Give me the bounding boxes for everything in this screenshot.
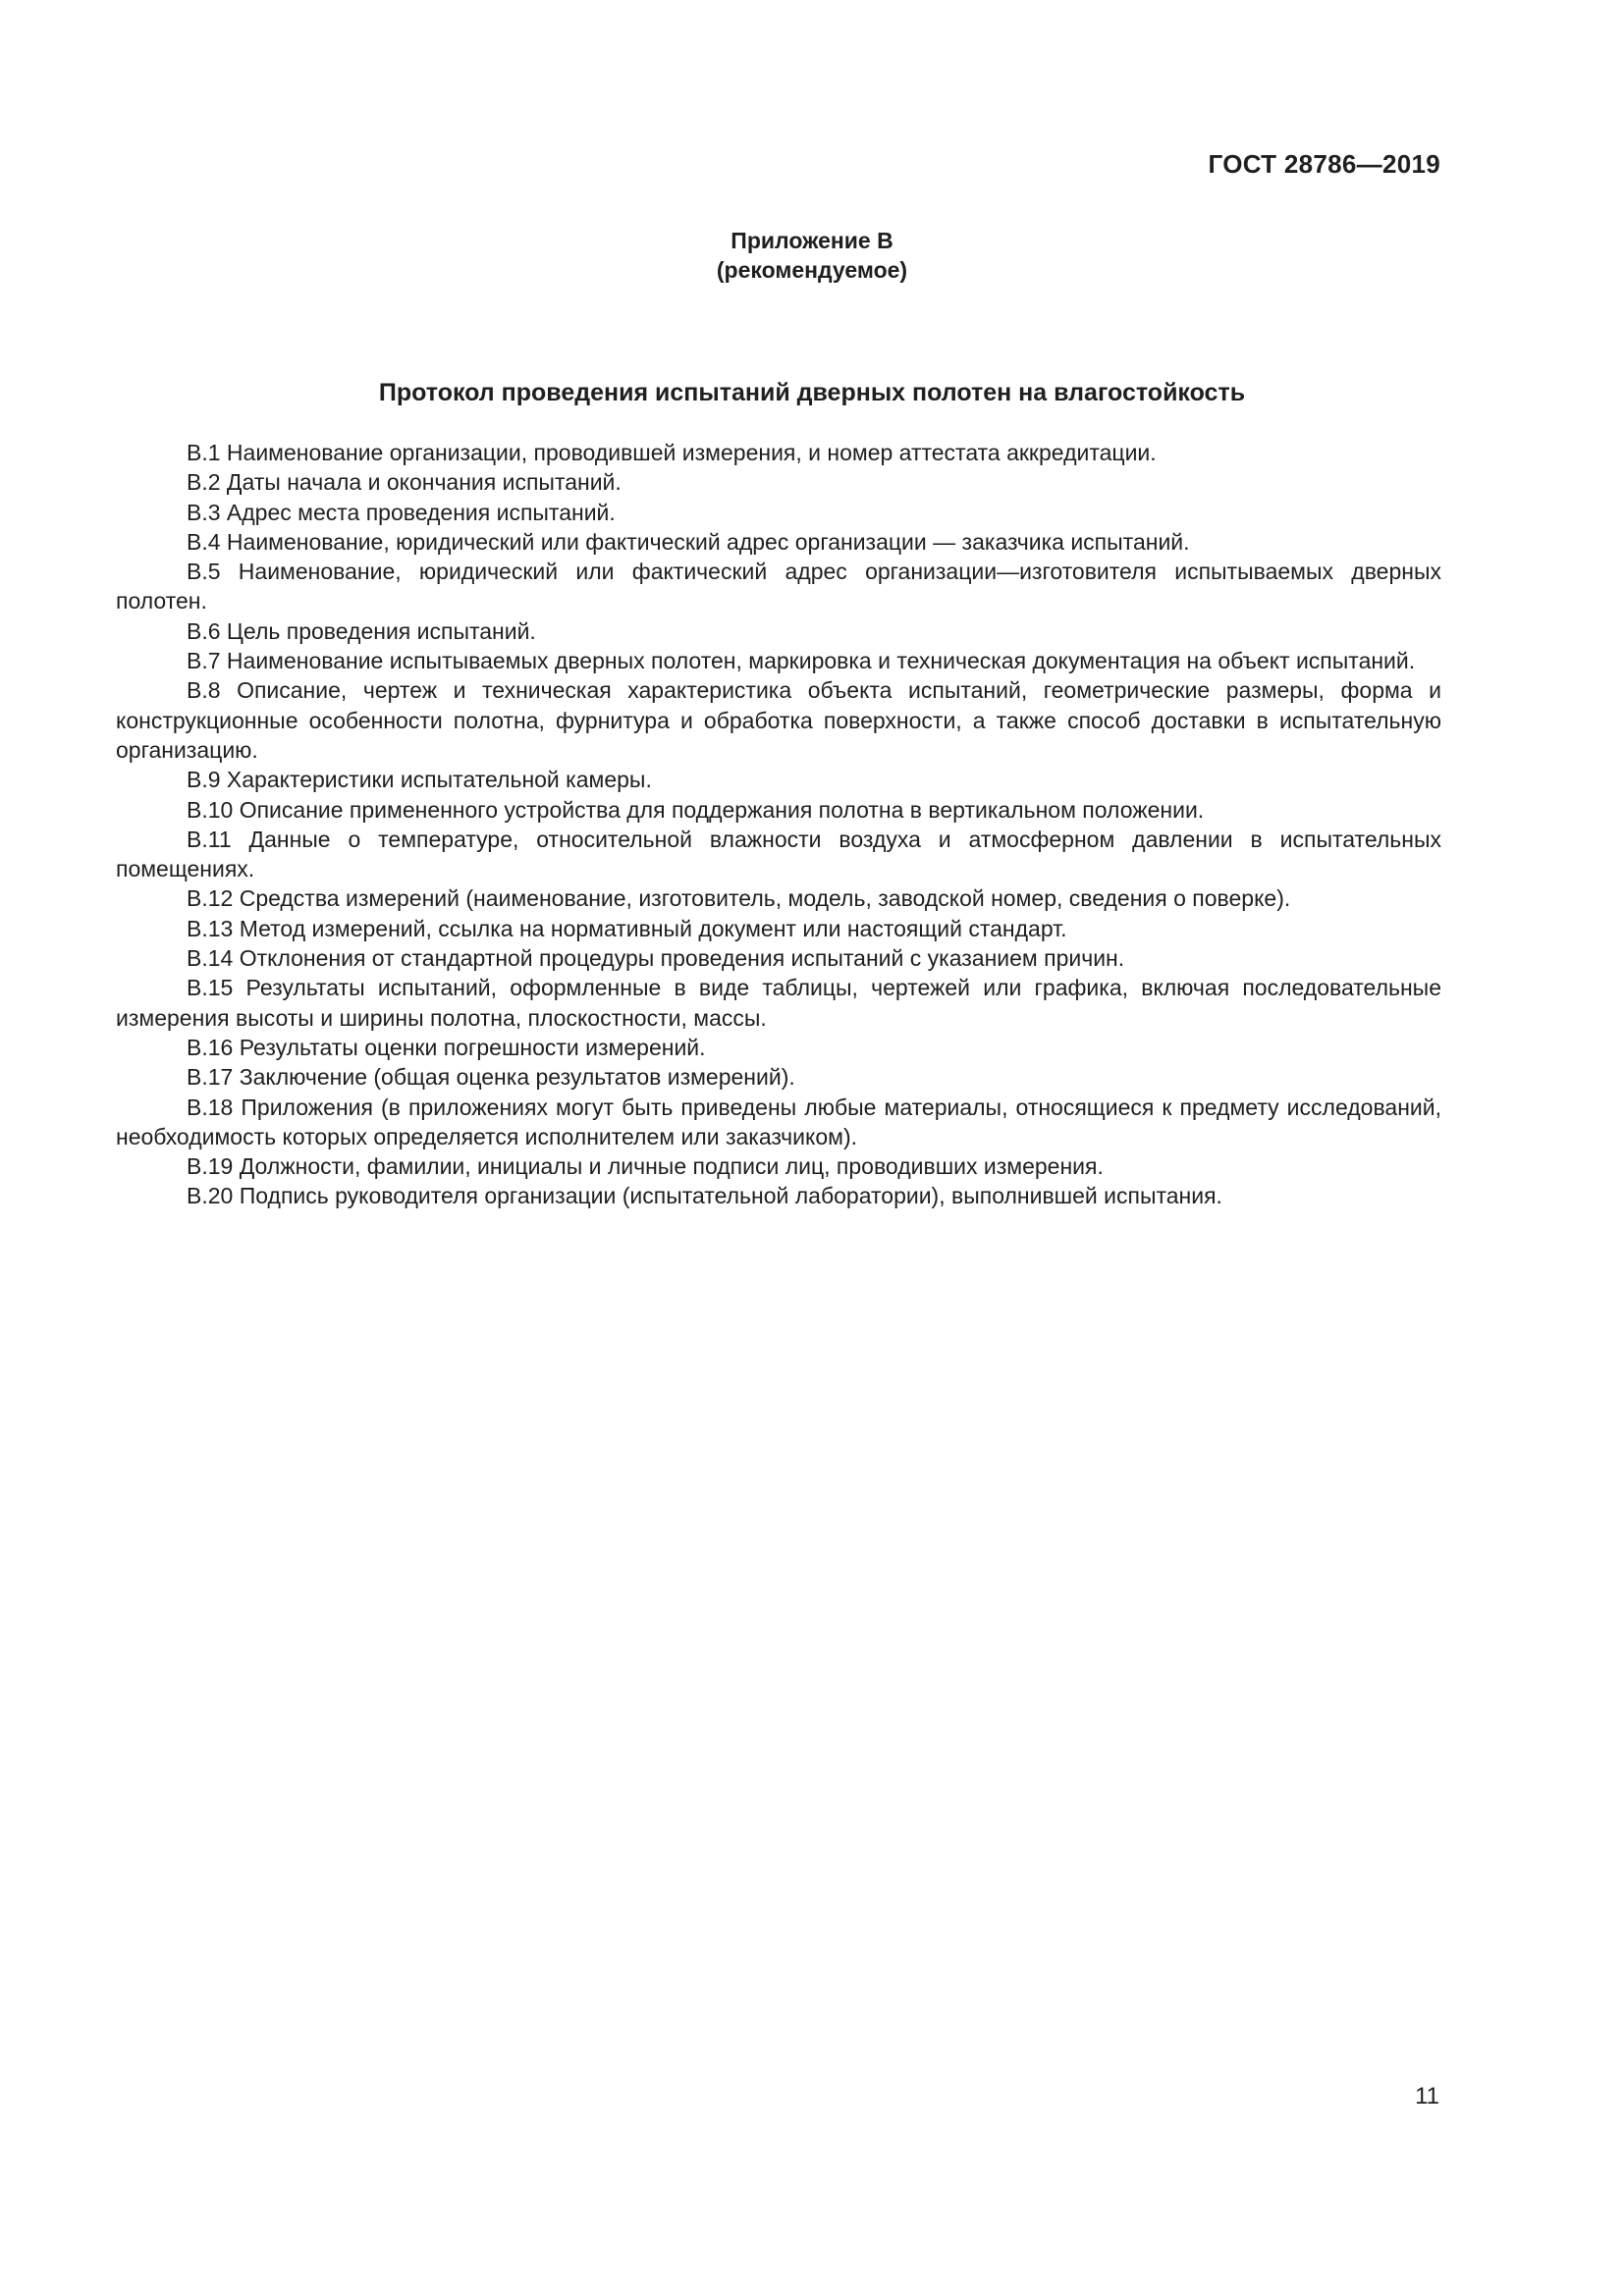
protocol-items-list	[116, 438, 1441, 1211]
list-item: В.4 Наименование, юридический или фактический адрес организации — заказчика испытаний.	[187, 528, 1190, 555]
annex-status: (рекомендуемое)	[716, 257, 908, 283]
list-item: В.6 Цель проведения испытаний.	[187, 617, 536, 644]
list-item: В.11 Данные о температуре, относительной влажности воздуха и атмосферном давлении в испытательных помещениях.	[116, 826, 1441, 882]
list-item: В.7 Наименование испытываемых дверных полотен, маркировка и техническая документация на объект испытаний.	[187, 648, 1416, 674]
list-item: В.3 Адрес места проведения испытаний.	[187, 499, 616, 525]
list-item: В.15 Результаты испытаний, оформленные в виде таблицы, чертежей или графика, включая последовательные измерения высоты и ширины полотна, плоскостности, массы.	[116, 975, 1441, 1031]
list-item: В.13 Метод измерений, ссылка на нормативный документ или настоящий стандарт.	[187, 915, 1067, 941]
document-code: ГОСТ 28786—2019	[1208, 149, 1440, 179]
list-item: В.18 Приложения (в приложениях могут быть приведены любые материалы, относящиеся к предмету исследований, необходимость которых определяется исполнителем или заказчиком).	[116, 1094, 1441, 1149]
list-item: В.19 Должности, фамилии, инициалы и личные подписи лиц, проводивших измерения.	[187, 1153, 1104, 1180]
list-item: В.10 Описание примененного устройства для поддержания полотна в вертикальном положении.	[187, 796, 1205, 823]
page-number: 11	[1415, 2083, 1439, 2109]
annex-title: Приложение В	[731, 228, 893, 253]
list-item: В.1 Наименование организации, проводившей измерения, и номер аттестата аккредитации.	[187, 440, 1157, 465]
annex-heading	[0, 226, 1624, 285]
protocol-title: Протокол проведения испытаний дверных полотен на влагостойкость	[378, 379, 1246, 406]
list-item: В.5 Наименование, юридический или фактический адрес организации—изготовителя испытываемых дверных полотен.	[116, 559, 1441, 614]
list-item: В.12 Средства измерений (наименование, изготовитель, модель, заводской номер, сведения о поверке).	[187, 885, 1291, 912]
list-item: В.17 Заключение (общая оценка результатов измерений).	[187, 1064, 795, 1091]
list-item: В.8 Описание, чертеж и техническая характеристика объекта испытаний, геометрические размеры, форма и конструкционные особенности полотна, фурнитура и обработка поверхности, а также способ доставки в испытательную организацию.	[116, 677, 1441, 763]
list-item: В.9 Характеристики испытательной камеры.	[187, 767, 652, 793]
list-item: В.16 Результаты оценки погрешности измерений.	[187, 1034, 706, 1060]
list-item: В.14 Отклонения от стандартной процедуры проведения испытаний с указанием причин.	[187, 945, 1125, 972]
list-item: В.2 Даты начала и окончания испытаний.	[187, 469, 622, 496]
list-item: В.20 Подпись руководителя организации (испытательной лаборатории), выполнившей испытания.	[187, 1183, 1222, 1209]
